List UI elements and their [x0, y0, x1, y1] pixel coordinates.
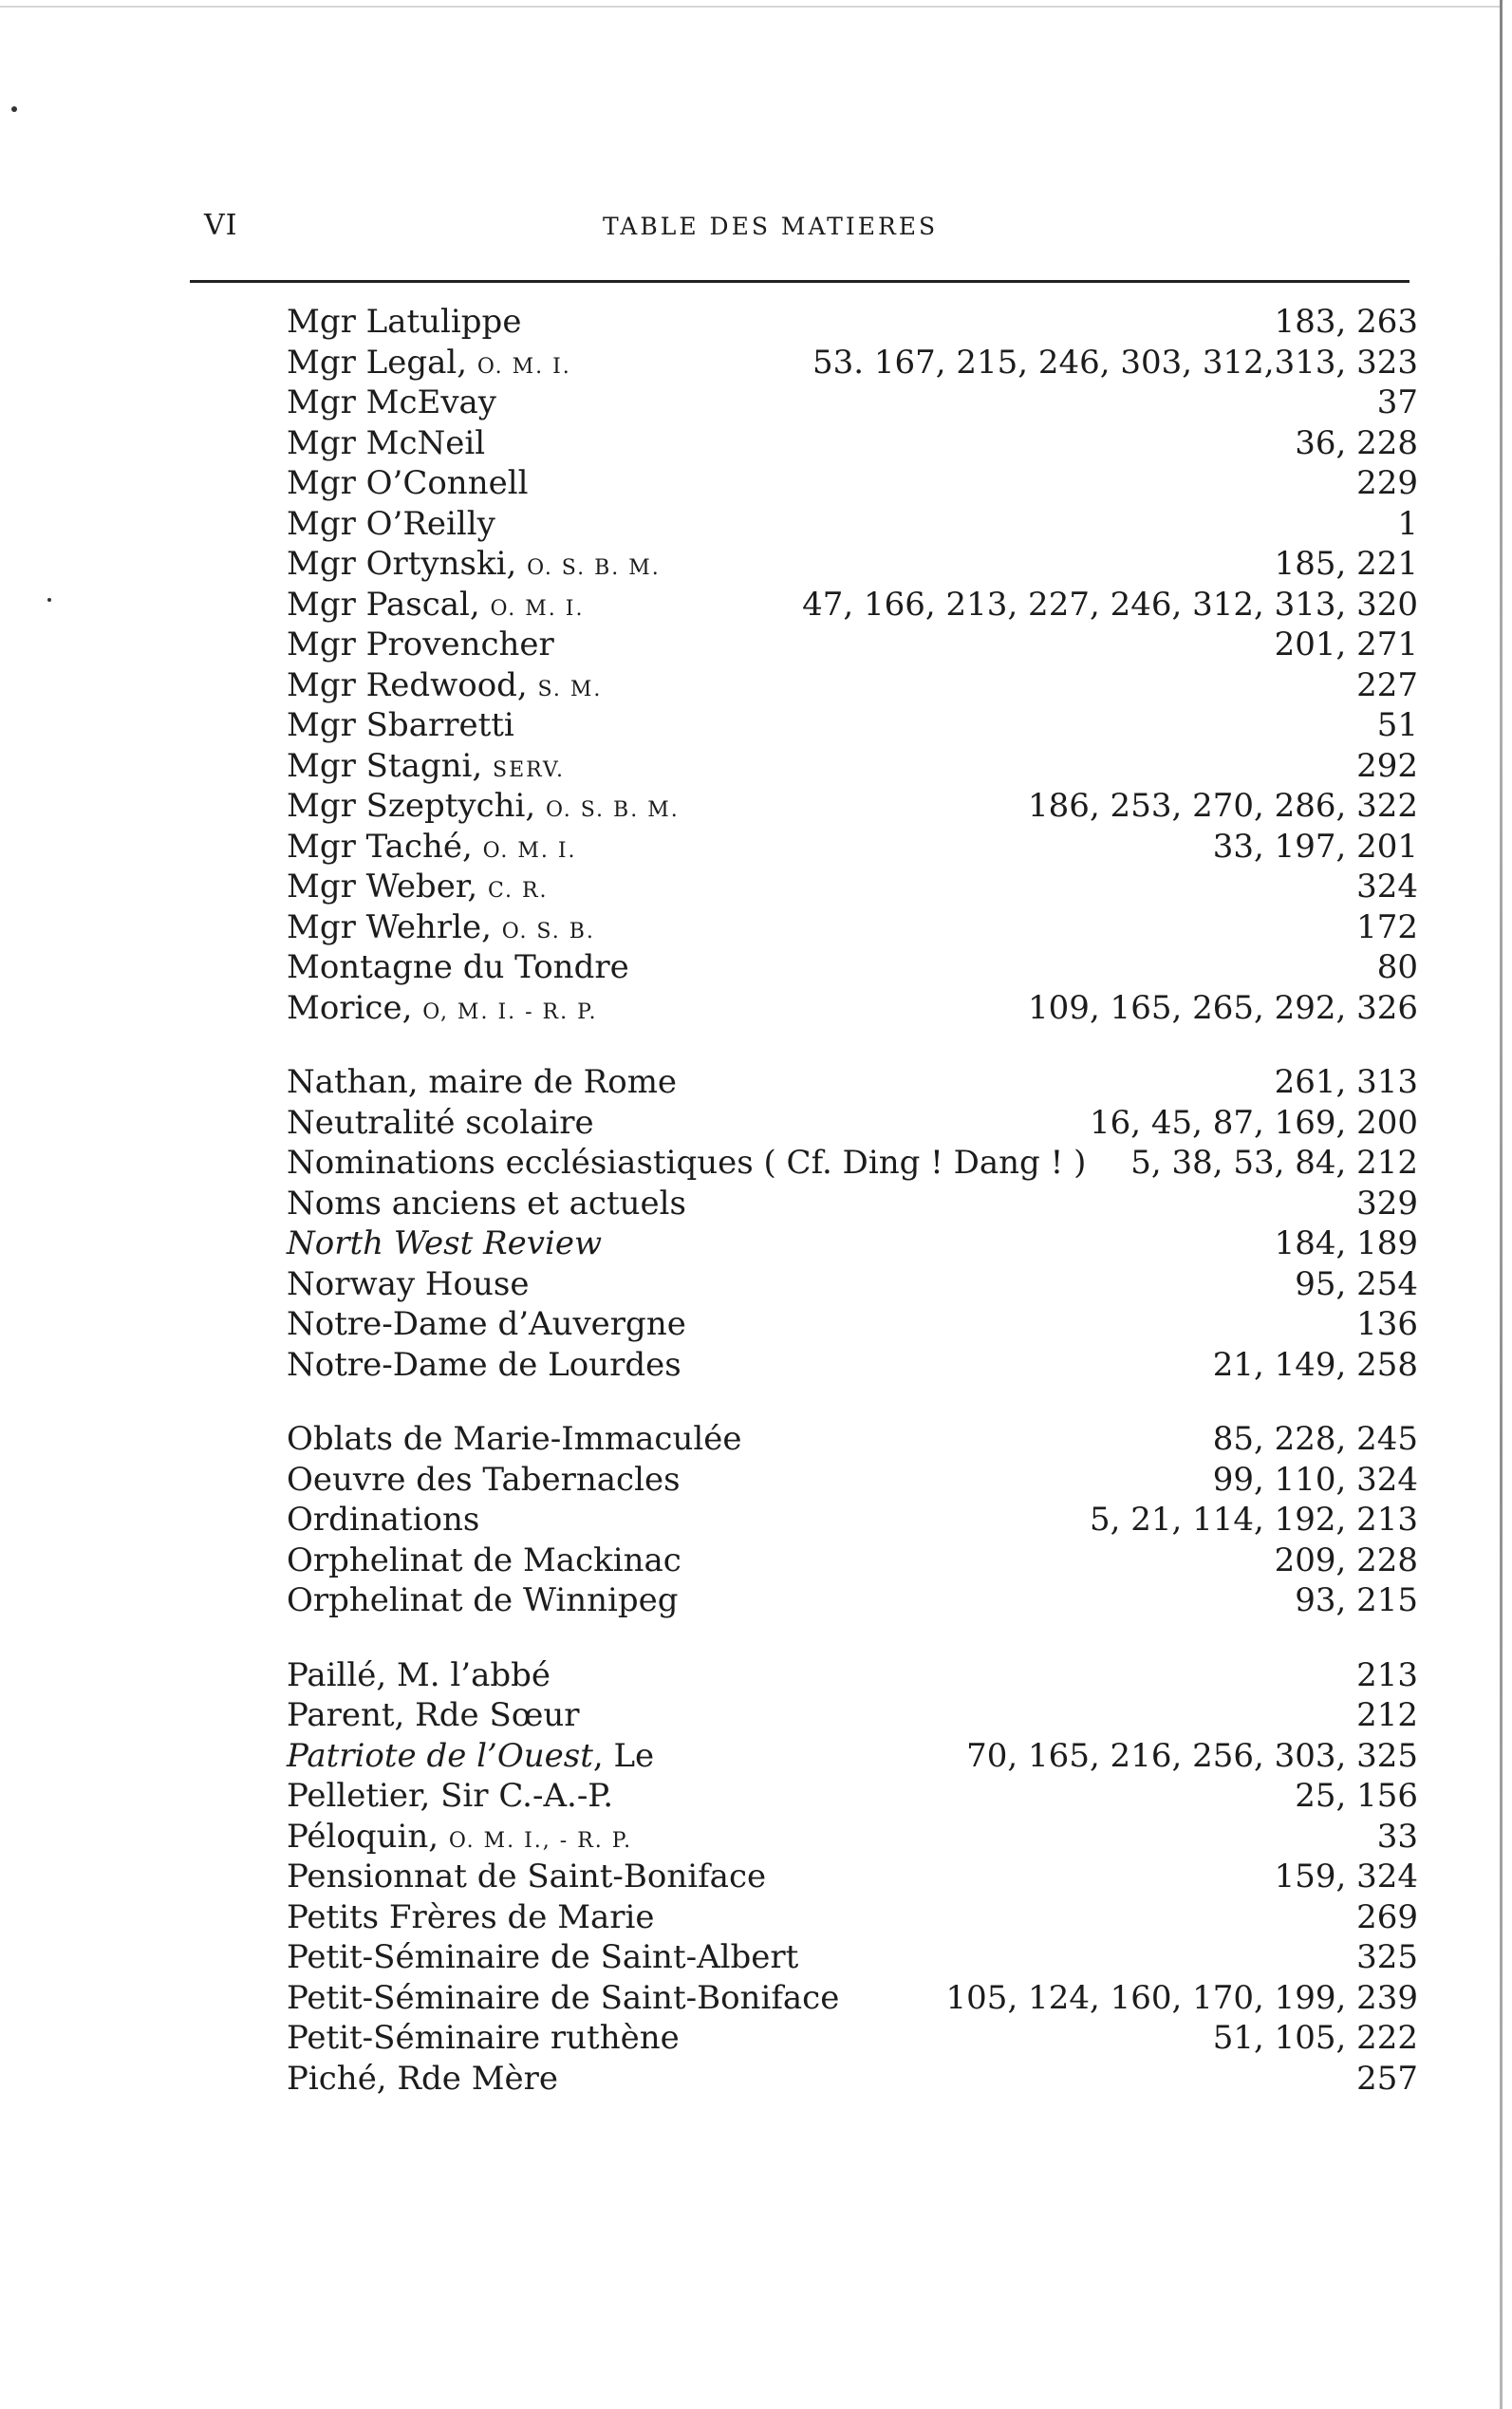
entry-title: Ordinations [287, 1501, 480, 1539]
entry-name [287, 988, 597, 1034]
index-entry [287, 786, 1418, 827]
entry-name [287, 1460, 681, 1501]
entry-name [287, 1345, 681, 1386]
entry-page-refs: 209, 228 [1274, 1541, 1418, 1579]
entry-name [287, 504, 495, 545]
entry-title: Orphelinat de Mackinac [287, 1541, 681, 1579]
entry-order-abbrev: S. M. [537, 677, 603, 701]
entry-title: Piché, Rde Mère [287, 2059, 559, 2098]
entry-page-refs: 1 [1397, 504, 1418, 543]
entry-title: Mgr Weber, [287, 868, 488, 906]
entry-page-refs: 99, 110, 324 [1212, 1460, 1418, 1499]
index-group [287, 302, 1418, 1028]
index-entry [287, 463, 1418, 504]
entry-name [287, 1736, 654, 1777]
index-entry [287, 1304, 1418, 1345]
entry-page-refs: 227 [1356, 665, 1418, 704]
index-entry [287, 544, 1418, 585]
entry-name [287, 867, 549, 912]
entry-page-refs: 36, 228 [1295, 423, 1418, 462]
index-entry [287, 504, 1418, 545]
entry-name [287, 1897, 655, 1938]
entry-name [287, 1857, 766, 1897]
index-entry [287, 1736, 1418, 1777]
page-binding-edge [1500, 0, 1503, 2409]
entry-order-abbrev: O. M. I., - R. P. [448, 1828, 633, 1853]
entry-name [287, 463, 528, 504]
entry-page-refs: 51, 105, 222 [1212, 2019, 1418, 2057]
entry-name [287, 786, 680, 831]
index-entry [287, 2059, 1418, 2100]
entry-name [287, 1184, 686, 1224]
entry-page-refs: 329 [1356, 1184, 1418, 1223]
entry-page-refs: 325 [1356, 1938, 1418, 1976]
entry-title: Mgr McEvay [287, 383, 496, 421]
entry-title: Nominations ecclésiastiques ( Cf. Ding ! Dang ! ) [287, 1144, 1087, 1182]
entry-page-refs: 16, 45, 87, 169, 200 [1089, 1103, 1418, 1142]
entry-name [287, 1500, 479, 1541]
entry-name [287, 343, 571, 388]
entry-title: Norway House [287, 1264, 530, 1303]
entry-title: Paillé, M. l’abbé [287, 1655, 551, 1694]
entry-name [287, 1937, 798, 1978]
entry-order-abbrev: SERV. [493, 757, 565, 782]
entry-page-refs: 261, 313 [1274, 1063, 1418, 1101]
entry-name [287, 947, 629, 988]
print-speck [47, 598, 51, 602]
index-entry [287, 1776, 1418, 1817]
entry-page-refs: 33 [1376, 1817, 1418, 1856]
entry-name [287, 625, 554, 665]
entry-name [287, 1655, 551, 1696]
entry-name [287, 1695, 580, 1736]
entry-title: Morice, [287, 988, 423, 1027]
index-entry [287, 1655, 1418, 1696]
entry-page-refs: 85, 228, 245 [1212, 1420, 1418, 1458]
entry-page-refs: 37 [1376, 383, 1418, 421]
entry-order-abbrev: O. M. I. [482, 838, 577, 863]
entry-title: Noms anciens et actuels [287, 1184, 686, 1223]
entry-title: Notre-Dame d’Auvergne [287, 1305, 686, 1343]
entry-page-refs: 21, 149, 258 [1212, 1345, 1418, 1384]
index-entry [287, 383, 1418, 423]
index-entry [287, 423, 1418, 464]
index-entry [287, 867, 1418, 907]
entry-title: Neutralité scolaire [287, 1103, 594, 1142]
entry-page-refs: 70, 165, 216, 256, 303, 325 [966, 1736, 1418, 1775]
index-entry [287, 1184, 1418, 1224]
entry-page-refs: 47, 166, 213, 227, 246, 312, 313, 320 [802, 585, 1418, 624]
entry-title: Nathan, maire de Rome [287, 1063, 678, 1101]
index-entry [287, 1143, 1418, 1184]
index-group [287, 1062, 1418, 1385]
entry-order-abbrev: O, M. I. - R. P. [422, 999, 598, 1024]
entry-title: Mgr Wehrle, [287, 907, 502, 946]
index-entry [287, 1695, 1418, 1736]
entry-title: Parent, Rde Sœur [287, 1696, 580, 1734]
entry-title: Mgr O’Reilly [287, 504, 495, 543]
entry-order-abbrev: O. S. B. M. [546, 798, 680, 822]
index-group [287, 1655, 1418, 2100]
index-entry [287, 746, 1418, 787]
entry-page-refs: 269 [1356, 1897, 1418, 1936]
entry-title: Mgr Redwood, [287, 665, 538, 704]
entry-title: Orphelinat de Winnipeg [287, 1581, 679, 1619]
running-title: TABLE DES MATIERES [603, 213, 939, 240]
entry-page-refs: 201, 271 [1274, 626, 1418, 663]
entry-title: Mgr McNeil [287, 423, 486, 462]
entry-name [287, 1264, 529, 1305]
entry-title: Mgr Legal, [287, 343, 477, 382]
entry-order-abbrev: O. M. I. [490, 596, 585, 621]
index-entry [287, 947, 1418, 988]
entry-name [287, 1776, 613, 1817]
index-entry [287, 907, 1418, 948]
entry-title-tail: , Le [592, 1736, 655, 1775]
entry-title: Petit-Séminaire de Saint-Boniface [287, 1978, 840, 2017]
entry-order-abbrev: O. S. B. [501, 919, 595, 943]
entry-title: Petit-Séminaire de Saint-Albert [287, 1938, 799, 1976]
entry-name [287, 1223, 602, 1264]
entry-page-refs: 105, 124, 160, 170, 199, 239 [945, 1978, 1418, 2017]
entry-page-refs: 183, 263 [1274, 303, 1418, 341]
index-entry [287, 1937, 1418, 1978]
index-entry [287, 1460, 1418, 1501]
print-speck [11, 106, 17, 112]
entry-title: North West Review [287, 1224, 603, 1262]
entry-title: Mgr Szeptychi, [287, 787, 547, 825]
index-entry [287, 1062, 1418, 1103]
entry-name [287, 585, 584, 630]
index-entry [287, 1857, 1418, 1897]
index-entry [287, 625, 1418, 665]
entry-page-refs: 292 [1356, 746, 1418, 785]
entry-page-refs: 172 [1356, 907, 1418, 946]
index-entry [287, 1345, 1418, 1386]
index-entry [287, 2018, 1418, 2059]
entry-name [287, 1580, 679, 1621]
entry-name [287, 1541, 681, 1581]
entry-order-abbrev: O. S. B. M. [527, 556, 661, 580]
index-entry [287, 343, 1418, 383]
entry-name [287, 907, 595, 953]
page-top-edge [0, 6, 1500, 8]
entry-page-refs: 186, 253, 270, 286, 322 [1028, 787, 1418, 825]
entry-title: Mgr Pascal, [287, 585, 491, 624]
entry-name [287, 827, 577, 872]
entry-title: Pensionnat de Saint-Boniface [287, 1858, 767, 1895]
entry-title: Petit-Séminaire ruthène [287, 2019, 680, 2057]
index-entry [287, 1897, 1418, 1938]
entry-page-refs: 324 [1356, 868, 1418, 906]
index-entry [287, 705, 1418, 746]
entry-name [287, 2018, 680, 2059]
index-entry [287, 665, 1418, 706]
entry-name [287, 383, 496, 423]
entry-title: Mgr Provencher [287, 626, 554, 663]
entry-name [287, 302, 521, 343]
entry-page-refs: 185, 221 [1274, 545, 1418, 583]
index-entry [287, 988, 1418, 1029]
entry-page-refs: 213 [1356, 1655, 1418, 1694]
entry-title: Oeuvre des Tabernacles [287, 1460, 681, 1499]
index-entry [287, 585, 1418, 626]
entry-name [287, 2059, 558, 2100]
entry-name [287, 746, 565, 792]
index-entry [287, 1223, 1418, 1264]
entry-title: Mgr Sbarretti [287, 706, 514, 744]
entry-title: Péloquin, [287, 1817, 449, 1856]
entry-title: Montagne du Tondre [287, 948, 629, 986]
entry-page-refs: 95, 254 [1295, 1264, 1418, 1303]
index-entry [287, 1978, 1418, 2019]
entry-title: Mgr Latulippe [287, 303, 522, 341]
entry-page-refs: 5, 38, 53, 84, 212 [1130, 1144, 1418, 1182]
index-entry [287, 1103, 1418, 1144]
index-list [287, 302, 1418, 2133]
entry-name [287, 705, 514, 746]
index-entry [287, 1580, 1418, 1621]
entry-title: Mgr Stagni, [287, 746, 494, 785]
entry-name [287, 1143, 1086, 1184]
entry-page-refs: 51 [1376, 706, 1418, 744]
entry-name [287, 1062, 677, 1103]
entry-title: Notre-Dame de Lourdes [287, 1345, 681, 1384]
entry-page-refs: 159, 324 [1274, 1858, 1418, 1895]
entry-title: Mgr Taché, [287, 827, 483, 866]
index-group [287, 1419, 1418, 1621]
entry-name [287, 1304, 686, 1345]
entry-name [287, 423, 485, 464]
entry-name [287, 1419, 741, 1460]
entry-page-refs: 5, 21, 114, 192, 213 [1089, 1501, 1418, 1539]
page-header [204, 209, 1409, 247]
entry-title: Oblats de Marie-Immaculée [287, 1420, 742, 1458]
entry-page-refs: 212 [1356, 1696, 1418, 1734]
entry-name [287, 1978, 839, 2019]
entry-name [287, 1817, 632, 1862]
entry-page-refs: 257 [1356, 2059, 1418, 2098]
entry-title: Mgr Ortynski, [287, 545, 528, 583]
entry-title: Patriote de l’Ouest [287, 1736, 593, 1775]
entry-page-refs: 33, 197, 201 [1212, 827, 1418, 866]
entry-title: Pelletier, Sir C.-A.-P. [287, 1777, 614, 1815]
entry-page-refs: 25, 156 [1295, 1777, 1418, 1815]
entry-title: Mgr O’Connell [287, 464, 529, 502]
index-entry [287, 1264, 1418, 1305]
entry-order-abbrev: C. R. [487, 879, 549, 903]
header-rule [190, 280, 1409, 283]
entry-name [287, 665, 602, 711]
index-entry [287, 827, 1418, 868]
entry-page-refs: 109, 165, 265, 292, 326 [1028, 988, 1418, 1027]
index-entry [287, 1541, 1418, 1581]
entry-page-refs: 80 [1376, 948, 1418, 986]
index-entry [287, 302, 1418, 343]
index-entry [287, 1419, 1418, 1460]
page-number: VI [204, 209, 238, 242]
entry-page-refs: 53. 167, 215, 246, 303, 312,313, 323 [812, 343, 1418, 382]
entry-name [287, 544, 661, 589]
entry-page-refs: 229 [1356, 464, 1418, 502]
entry-page-refs: 184, 189 [1274, 1224, 1418, 1262]
entry-page-refs: 136 [1356, 1305, 1418, 1343]
index-entry [287, 1500, 1418, 1541]
entry-order-abbrev: O. M. I. [476, 354, 571, 379]
entry-page-refs: 93, 215 [1295, 1581, 1418, 1619]
entry-title: Petits Frères de Marie [287, 1897, 655, 1936]
entry-name [287, 1103, 594, 1144]
index-entry [287, 1817, 1418, 1858]
